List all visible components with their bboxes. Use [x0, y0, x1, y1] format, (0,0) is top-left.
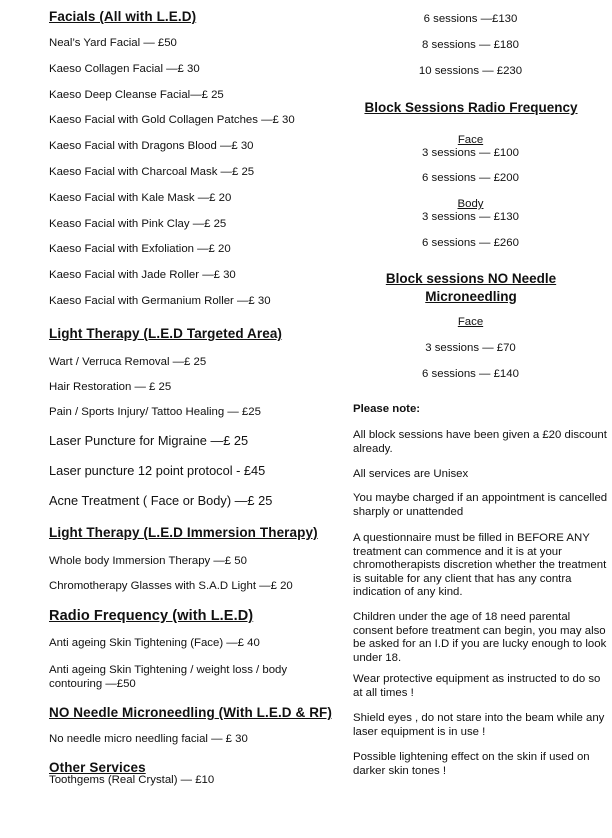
service-item: Kaeso Deep Cleanse Facial—£ 25: [49, 89, 224, 101]
note-paragraph: Possible lightening effect on the skin if used on darker skin tones !: [353, 751, 590, 777]
service-item: Pain / Sports Injury/ Tattoo Healing — £25: [49, 406, 261, 418]
service-item: Anti ageing Skin Tightening (Face) —£ 40: [49, 637, 260, 649]
face-label: Face: [457, 316, 484, 328]
service-item: Chromotherapy Glasses with S.A.D Light —£ 20: [49, 580, 293, 592]
block-micro-heading: Block sessions NO Needle Microneedling: [385, 271, 557, 304]
face-label: Face: [457, 134, 484, 146]
session-item: 3 sessions — £130: [422, 211, 519, 223]
service-item: Kaeso Facial with Exfoliation —£ 20: [49, 243, 231, 255]
service-item: Kaeso Facial with Kale Mask —£ 20: [49, 192, 232, 204]
session-item: 10 sessions — £230: [418, 65, 523, 77]
session-item: 6 sessions —£130: [423, 13, 518, 25]
service-item: Acne Treatment ( Face or Body) —£ 25: [49, 493, 273, 508]
block-rf-heading: Block Sessions Radio Frequency: [364, 100, 578, 115]
service-item: Kaeso Collagen Facial —£ 30: [49, 63, 200, 75]
body-label: Body: [457, 198, 484, 210]
service-item: Anti ageing Skin Tightening / weight loss / body contouring —£50: [49, 664, 288, 690]
service-item: Neal’s Yard Facial — £50: [49, 37, 177, 49]
service-item: Kaeso Facial with Jade Roller —£ 30: [49, 269, 236, 281]
service-item: No needle micro needling facial — £ 30: [49, 733, 248, 745]
service-item: Hair Restoration — £ 25: [49, 381, 172, 393]
session-item: 8 sessions — £180: [422, 39, 519, 51]
facials-heading: Facials (All with L.E.D): [49, 9, 197, 24]
service-item: Keaso Facial with Pink Clay —£ 25: [49, 218, 227, 230]
service-item: Kaeso Facial with Dragons Blood —£ 30: [49, 140, 254, 152]
note-paragraph: All services are Unisex: [353, 468, 469, 480]
light-immersion-heading: Light Therapy (L.E.D Immersion Therapy): [49, 525, 318, 540]
note-paragraph: All block sessions have been given a £20 discount already.: [353, 429, 607, 455]
service-item: Kaeso Facial with Gold Collagen Patches —£ 30: [49, 114, 295, 126]
service-item: Toothgems (Real Crystal) — £10: [49, 774, 215, 786]
session-item: 3 sessions — £100: [422, 147, 519, 159]
other-services-heading: Other Services: [49, 760, 146, 775]
notes-heading: Please note:: [353, 403, 421, 415]
session-item: 6 sessions — £260: [422, 237, 519, 249]
radio-frequency-heading: Radio Frequency (with L.E.D): [49, 608, 254, 624]
note-paragraph: Wear protective equipment as instructed to do so at all times !: [353, 673, 601, 699]
note-paragraph: Shield eyes , do not stare into the beam while any laser equipment is in use !: [353, 712, 605, 738]
service-item: Laser puncture 12 point protocol - £45: [49, 463, 266, 478]
note-paragraph: Children under the age of 18 need parental consent before treatment can begin, you may also be asked for an I.D if you are lucky enough to look under 18.: [353, 611, 607, 664]
microneedling-heading: NO Needle Microneedling (With L.E.D & RF): [49, 705, 332, 720]
session-item: 6 sessions — £200: [422, 172, 519, 184]
note-paragraph: You maybe charged if an appointment is cancelled sharply or unattended: [353, 492, 608, 518]
session-item: 3 sessions — £70: [425, 342, 516, 354]
service-item: Whole body Immersion Therapy —£ 50: [49, 555, 247, 567]
service-item: Laser Puncture for Migraine —£ 25: [49, 433, 249, 448]
note-paragraph: A questionnaire must be filled in BEFORE ANY treatment can commence and it is at your chromotherapists discretion whether the treatment is suitable for any client that has any contra indication of any kind.: [353, 532, 607, 598]
service-item: Wart / Verruca Removal —£ 25: [49, 356, 207, 368]
service-item: Kaeso Facial with Germanium Roller —£ 30: [49, 295, 271, 307]
service-item: Kaeso Facial with Charcoal Mask —£ 25: [49, 166, 255, 178]
session-item: 6 sessions — £140: [422, 368, 519, 380]
light-targeted-heading: Light Therapy (L.E.D Targeted Area): [49, 326, 283, 341]
